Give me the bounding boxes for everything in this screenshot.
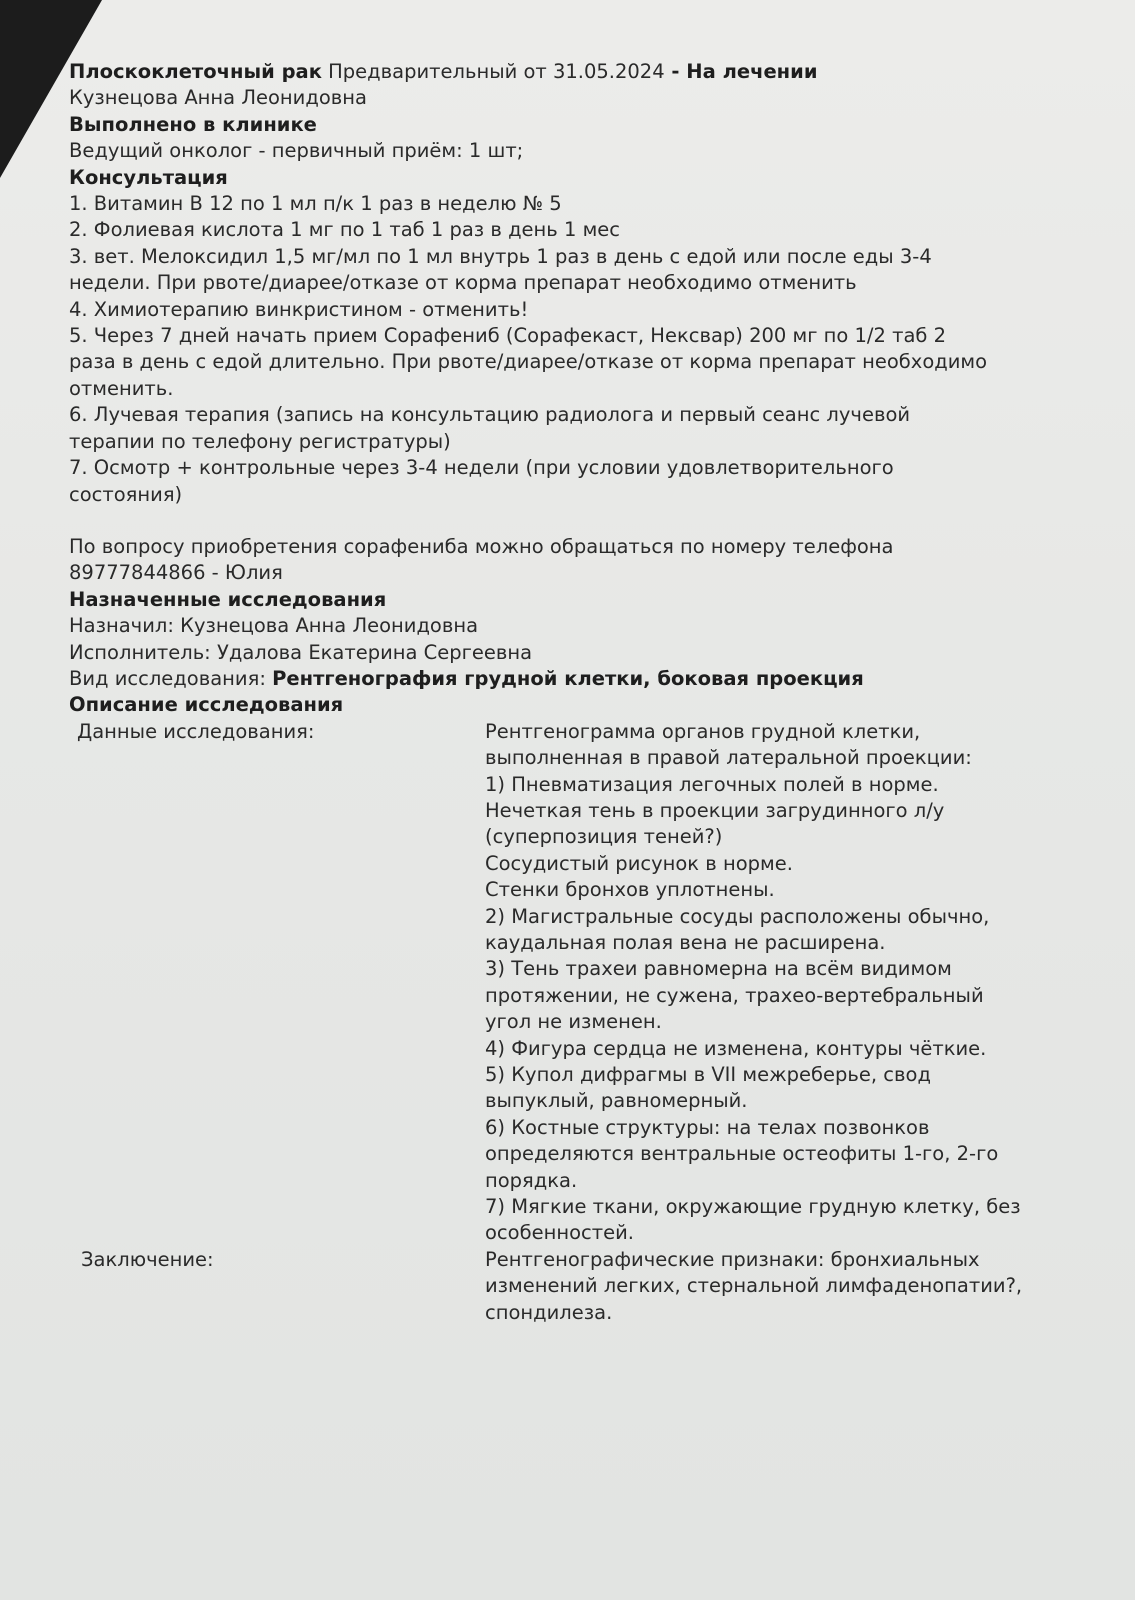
description-heading: Описание исследования bbox=[69, 693, 344, 717]
study-data-line: (суперпозиция теней?) bbox=[485, 825, 723, 849]
study-data-line: выполненная в правой латеральной проекции: bbox=[485, 746, 972, 770]
study-data-line: 5) Купол дифрагмы в VII межреберье, свод bbox=[485, 1063, 931, 1087]
conclusion-text bbox=[485, 1247, 1085, 1326]
study-data-line: Нечеткая тень в проекции загрудинного л/у bbox=[485, 798, 945, 822]
conclusion-line: Рентгенографические признаки: бронхиальных bbox=[485, 1247, 980, 1271]
assigned-by: Кузнецова Анна Леонидовна bbox=[180, 614, 479, 638]
medical-record bbox=[69, 59, 1069, 1329]
consult-line: раза в день с едой длительно. При рвоте/диарее/отказе от корма препарат необходимо bbox=[69, 350, 988, 374]
study-data-line: угол не изменен. bbox=[485, 1010, 662, 1034]
study-data-label: Данные исследования: bbox=[77, 719, 315, 743]
consult-line: отменить. bbox=[69, 376, 174, 400]
consult-line: 2. Фолиевая кислота 1 мг по 1 таб 1 раз в день 1 мес bbox=[69, 218, 621, 242]
status-date: Предварительный от 31.05.2024 bbox=[328, 60, 665, 83]
executor: Удалова Екатерина Сергеевна bbox=[216, 640, 533, 664]
consult-heading: Консультация bbox=[69, 165, 228, 189]
executor-label: Исполнитель: bbox=[69, 640, 217, 664]
patient-name: Кузнецова Анна Леонидовна bbox=[69, 86, 367, 110]
study-data-line: 3) Тень трахеи равномерна на всём видимом bbox=[485, 957, 952, 981]
consult-line: состояния) bbox=[69, 482, 183, 506]
spacer bbox=[69, 508, 1069, 534]
conclusion-line: спондилеза. bbox=[485, 1300, 613, 1324]
consult-line: 5. Через 7 дней начать прием Сорафениб (Сорафекаст, Нексвар) 200 мг по 1/2 таб 2 bbox=[69, 324, 947, 348]
conclusion-line: изменений легких, стернальной лимфаденопатии?, bbox=[485, 1274, 1023, 1298]
study-type-line bbox=[69, 666, 1069, 692]
study-data-line: Стенки бронхов уплотнены. bbox=[485, 878, 775, 902]
study-data-line: Сосудистый рисунок в норме. bbox=[485, 851, 793, 875]
sorafenib-note: По вопросу приобретения сорафениба можно обращаться по номеру телефона bbox=[69, 534, 894, 558]
study-type-label: Вид исследования: bbox=[69, 666, 273, 690]
assigned-by-label: Назначил: bbox=[69, 614, 181, 638]
study-data-line: Рентгенограмма органов грудной клетки, bbox=[485, 719, 921, 743]
conclusion-label: Заключение: bbox=[81, 1247, 214, 1271]
study-data-line: 1) Пневматизация легочных полей в норме. bbox=[485, 772, 939, 796]
study-data-line: 7) Мягкие ткани, окружающие грудную клетку, без bbox=[485, 1195, 1021, 1219]
study-type: Рентгенография грудной клетки, боковая проекция bbox=[272, 666, 864, 690]
consult-line: 1. Витамин В 12 по 1 мл п/к 1 раз в неделю № 5 bbox=[69, 192, 562, 216]
consult-line: 3. вет. Мелоксидил 1,5 мг/мл по 1 мл внутрь 1 раз в день с едой или после еды 3-4 bbox=[69, 244, 932, 268]
studies-heading: Назначенные исследования bbox=[69, 587, 387, 611]
consult-line: 6. Лучевая терапия (запись на консультацию радиолога и первый сеанс лучевой bbox=[69, 403, 911, 427]
study-data-line: особенностей. bbox=[485, 1221, 634, 1245]
sorafenib-phone: 89777844866 - Юлия bbox=[69, 561, 283, 585]
study-description-table bbox=[69, 719, 1069, 1329]
study-data-line: 4) Фигура сердца не изменена, контуры чёткие. bbox=[485, 1036, 987, 1060]
done-item: Ведущий онколог - первичный приём: 1 шт; bbox=[69, 139, 524, 163]
diagnosis: Плоскоклеточный рак bbox=[69, 60, 322, 83]
consult-line: 7. Осмотр + контрольные через 3-4 недели (при условии удовлетворительного bbox=[69, 456, 894, 480]
done-heading: Выполнено в клинике bbox=[69, 112, 317, 136]
treatment-status: На лечении bbox=[686, 60, 818, 83]
executor-line bbox=[69, 640, 1069, 666]
study-data-line: определяются вентральные остеофиты 1-го, 2-го bbox=[485, 1142, 999, 1166]
study-data-text bbox=[485, 719, 1085, 1247]
consult-line: 4. Химиотерапию винкристином - отменить! bbox=[69, 297, 529, 321]
diagnosis-line bbox=[69, 59, 1069, 85]
consult-line: недели. При рвоте/диарее/отказе от корма препарат необходимо отменить bbox=[69, 271, 857, 295]
study-data-line: выпуклый, равномерный. bbox=[485, 1089, 748, 1113]
assigned-by-line bbox=[69, 613, 1069, 639]
consult-lines bbox=[69, 191, 1069, 508]
study-data-line: 2) Магистральные сосуды расположены обычно, bbox=[485, 904, 990, 928]
study-data-line: протяжении, не сужена, трахео-вертебральный bbox=[485, 983, 984, 1007]
consult-line: терапии по телефону регистратуры) bbox=[69, 429, 451, 453]
study-data-line: каудальная полая вена не расширена. bbox=[485, 931, 886, 954]
status-separator: - bbox=[664, 60, 687, 83]
study-data-line: 6) Костные структуры: на телах позвонков bbox=[485, 1115, 930, 1139]
study-data-line: порядка. bbox=[485, 1168, 578, 1192]
